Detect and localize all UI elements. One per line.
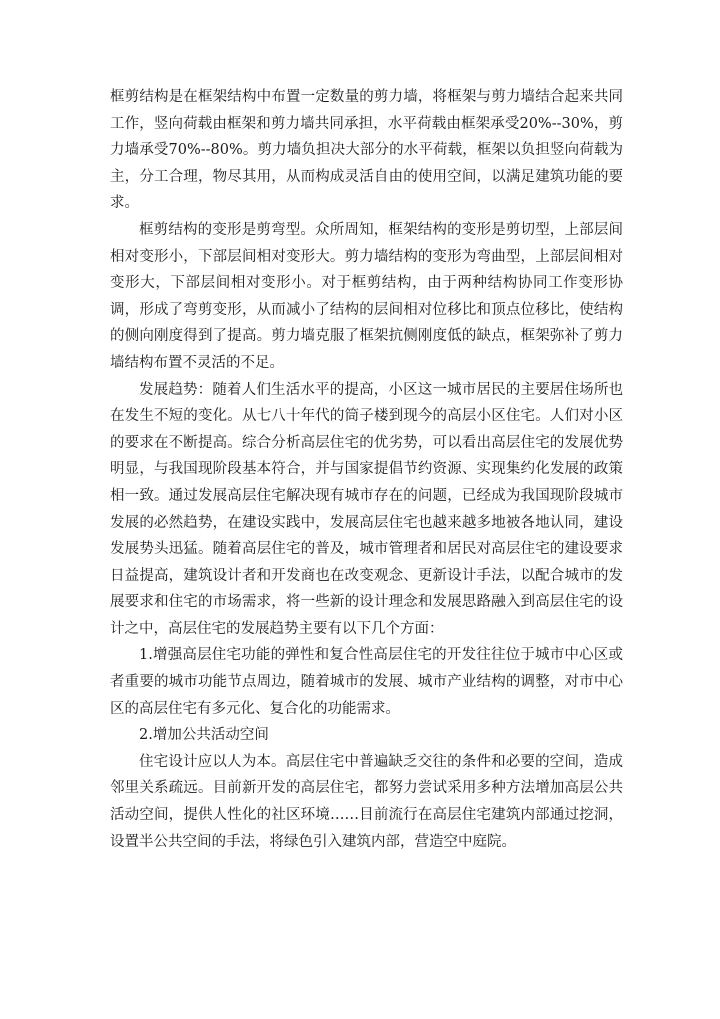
paragraph-frame-shear-structure: 框剪结构是在框架结构中布置一定数量的剪力墙，将框架与剪力墙结合起来共同工作，竖向荷载由框架和剪力墙共同承担，水平荷载由框架承受20%--30%，剪力墙承受70%--80%。剪力墙负担决大部分的水平荷载，框架以负担竖向荷载为主，分工合理，物尽其用，从而构成灵活自由的使用空间，以满足建筑功能的要求。 (110, 89, 623, 212)
document-page (110, 84, 623, 855)
paragraph-public-space: 住宅设计应以人为本。高层住宅中普遍缺乏交往的条件和必要的空间，造成邻里关系疏远。目前新开发的高层住宅，都努力尝试采用多种方法增加高层公共活动空间，提供人性化的社区环境……目前流行在高层住宅建筑内部通过挖洞，设置半公共空间的手法，将绿色引入建筑内部，营造空中庭院。 (110, 753, 623, 850)
paragraph-development-trend: 发展趋势：随着人们生活水平的提高，小区这一城市居民的主要居住场所也在发生不短的变化。从七八十年代的筒子楼到现今的高层小区住宅。人们对小区的要求在不断提高。综合分析高层住宅的优劣势，可以看出高层住宅的发展优势明显，与我国现阶段基本符合，并与国家提倡节约资源、实现集约化发展的政策相一致。通过发展高层住宅解决现有城市存在的问题，已经成为我国现阶段城市发展的必然趋势，在建设实践中，发展高层住宅也越来越多地被各地认同，建设发展势头迅猛。随着高层住宅的普及，城市管理者和居民对高层住宅的建设要求日益提高，建筑设计者和开发商也在改变观念、更新设计手法，以配合城市的发展要求和住宅的市场需求，将一些新的设计理念和发展思路融入到高层住宅的设计之中，高层住宅的发展趋势主要有以下几个方面： (110, 381, 623, 637)
paragraph-point-1: 1.增强高层住宅功能的弹性和复合性高层住宅的开发往往位于城市中心区或者重要的城市功能节点周边，随着城市的发展、城市产业结构的调整，对市中心区的高层住宅有多元化、复合化的功能需求。 (110, 647, 623, 717)
paragraph-point-2-heading: 2.增加公共活动空间 (139, 727, 269, 744)
paragraph-deformation: 框剪结构的变形是剪弯型。众所周知，框架结构的变形是剪切型，上部层间相对变形小，下部层间相对变形大。剪力墙结构的变形为弯曲型，上部层间相对变形大，下部层间相对变形小。对于框剪结构，由于两种结构协同工作变形协调，形成了弯剪变形，从而减小了结构的层间相对位移比和顶点位移比，使结构的侧向刚度得到了提高。剪力墙克服了框架抗侧刚度低的缺点，框架弥补了剪力墙结构布置不灵活的不足。 (110, 221, 623, 371)
